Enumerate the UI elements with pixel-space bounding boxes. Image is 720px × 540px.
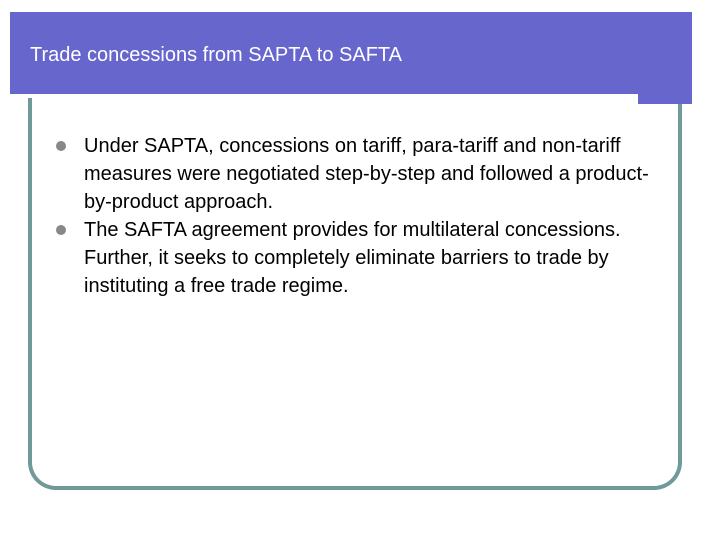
bullet-dot-icon [56,141,66,151]
slide-title: Trade concessions from SAPTA to SAFTA [30,44,402,66]
bullet-list [56,132,666,300]
bullet-text: Under SAPTA, concessions on tariff, para-tariff and non-tariff measures were negotiated step-by-step and followed a product-by-product approach. [84,135,649,213]
bullet-item [56,216,666,300]
bullet-text: The SAFTA agreement provides for multilateral concessions. Further, it seeks to completely eliminate barriers to trade by instituting a free trade regime. [84,219,621,297]
title-divider [10,94,638,98]
bullet-dot-icon [56,225,66,235]
title-bar-accent [638,94,692,104]
bullet-item [56,132,666,216]
title-bar-gap [0,98,10,104]
